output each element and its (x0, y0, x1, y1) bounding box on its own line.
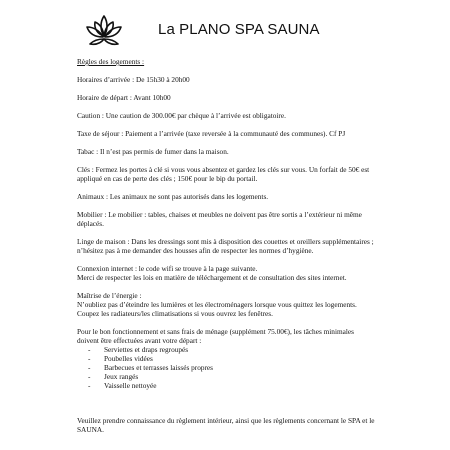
closing-note: Veuillez prendre connaissance du règlement intérieur, ainsi que les règlements concernant le SPA et le SAUNA. (77, 416, 375, 434)
spacer (77, 399, 377, 416)
cleaning-intro: Pour le bon fonctionnement et sans frais de ménage (supplément 75.00€), les tâches minimales doivent être effectuées avant votre départ : (77, 327, 355, 345)
section-title: Règles des logements : (77, 57, 145, 66)
list-item: - Poubelles vidées (77, 354, 377, 363)
brand-title: La PLANO SPA SAUNA (158, 21, 320, 38)
internet-rule: Connexion internet : le code wifi se trouve à la page suivante. (77, 264, 258, 273)
rules-text (77, 57, 377, 443)
departure-hours: Horaire de départ : Avant 10h00 (77, 93, 171, 102)
list-item: - Serviettes et draps regroupés (77, 345, 377, 354)
lotus-icon (84, 12, 124, 48)
energy-heating-rule: Coupez les radiateurs/les climatisations si vous ouvrez les fenêtres. (77, 309, 273, 318)
document-header (0, 12, 450, 48)
tobacco-rule: Tabac : Il n’est pas permis de fumer dans la maison. (77, 147, 229, 156)
deposit-rule: Caution : Une caution de 300.00€ par chèque à l’arrivée est obligatoire. (77, 111, 286, 120)
list-item: - Barbecues et terrasses laissés propres (77, 363, 377, 372)
list-item: - Jeux rangés (77, 372, 377, 381)
arrival-hours: Horaires d’arrivée : De 15h30 à 20h00 (77, 75, 190, 84)
animals-rule: Animaux : Les animaux ne sont pas autorisés dans les logements. (77, 192, 269, 201)
list-item: - Vaisselle nettoyée (77, 381, 377, 390)
furniture-rule: Mobilier : Le mobilier : tables, chaises et meubles ne doivent pas être sortis a l’extérieur ni même déplacés. (77, 210, 362, 228)
cleaning-task-list (77, 345, 377, 390)
energy-title: Maîtrise de l’énergie : (77, 291, 142, 300)
energy-lights-rule: N’oubliez pas d’éteindre les lumières et les électroménagers lorsque vous quittez les logements. (77, 300, 357, 309)
linen-rule: Linge de maison : Dans les dressings sont mis à disposition des couettes et oreillers supplémentaires ; n’hésitez pas à me demander des housses afin de respecter les normes d’hygiène. (77, 237, 374, 255)
keys-rule: Clés : Fermez les portes à clé si vous vous absentez et gardez les clés sur vous. Un forfait de 50€ est appliqué en cas de perte des clés ; 150€ pour le bip du portail. (77, 165, 370, 183)
tourist-tax-rule: Taxe de séjour : Paiement a l’arrivée (taxe reversée à la communauté des communes). Cf PJ (77, 129, 346, 138)
internet-law-note: Merci de respecter les lois en matière de téléchargement et de consultation des sites internet. (77, 273, 347, 282)
